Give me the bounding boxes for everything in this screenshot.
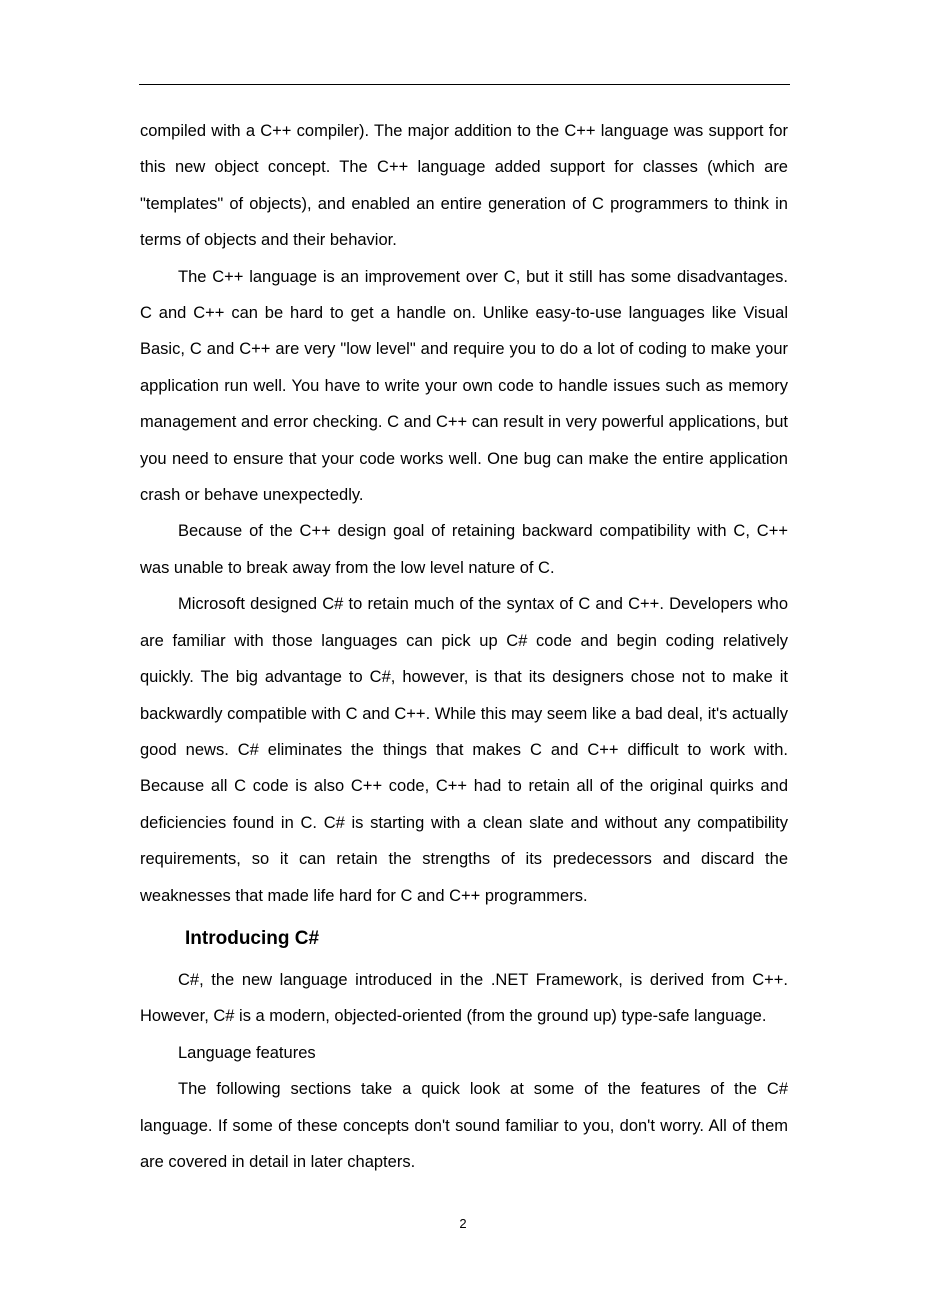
paragraph-cpp-disadvantages: The C++ language is an improvement over C, but it still has some disadvantages. C and C++ can be hard to get a handle on. Unlike easy-to-use languages like Visual Basic, C and C++ are very "low level" and require you to do a lot of coding to make your application run well. You have to write your own code to handle issues such as memory management and error checking. C and C++ can result in very powerful applications, but you need to ensure that your code works well. One bug can make the entire application crash or behave unexpectedly. [140, 267, 788, 505]
paragraph-csharp-intro: C#, the new language introduced in the .NET Framework, is derived from C++. However, C# is a modern, objected-oriented (from the ground up) type-safe language. [140, 970, 788, 1026]
page-number: 2 [459, 1216, 467, 1231]
header-rule [139, 84, 790, 85]
paragraph-features-overview: The following sections take a quick look at some of the features of the C# language. If some of these concepts don't sound familiar to you, don't worry. All of them are covered in detail in later chapters. [140, 1080, 788, 1171]
subheading-language-features: Language features [178, 1043, 316, 1062]
paragraph-csharp-design: Microsoft designed C# to retain much of the syntax of C and C++. Developers who are familiar with those languages can pick up C# code and begin coding relatively quickly. The big advantage to C#, however, is that its designers chose not to make it backwardly compatible with C and C++. While this may seem like a bad deal, it's actually good news. C# eliminates the things that makes C and C++ difficult to work with. Because all C code is also C++ code, C++ had to retain all of the original quirks and deficiencies found in C. C# is starting with a clean slate and without any compatibility requirements, so it can retain the strengths of its predecessors and discard the weaknesses that made life hard for C and C++ programmers. [140, 595, 788, 905]
paragraph-continuation: compiled with a C++ compiler). The major addition to the C++ language was support for this new object concept. The C++ language added support for classes (which are "templates" of objects), and enabled an entire generation of C programmers to think in terms of objects and their behavior. [140, 122, 788, 250]
document-body [140, 113, 788, 1180]
paragraph-backward-compatibility: Because of the C++ design goal of retaining backward compatibility with C, C++ was unable to break away from the low level nature of C. [140, 522, 788, 577]
section-heading: Introducing C# [185, 927, 320, 949]
